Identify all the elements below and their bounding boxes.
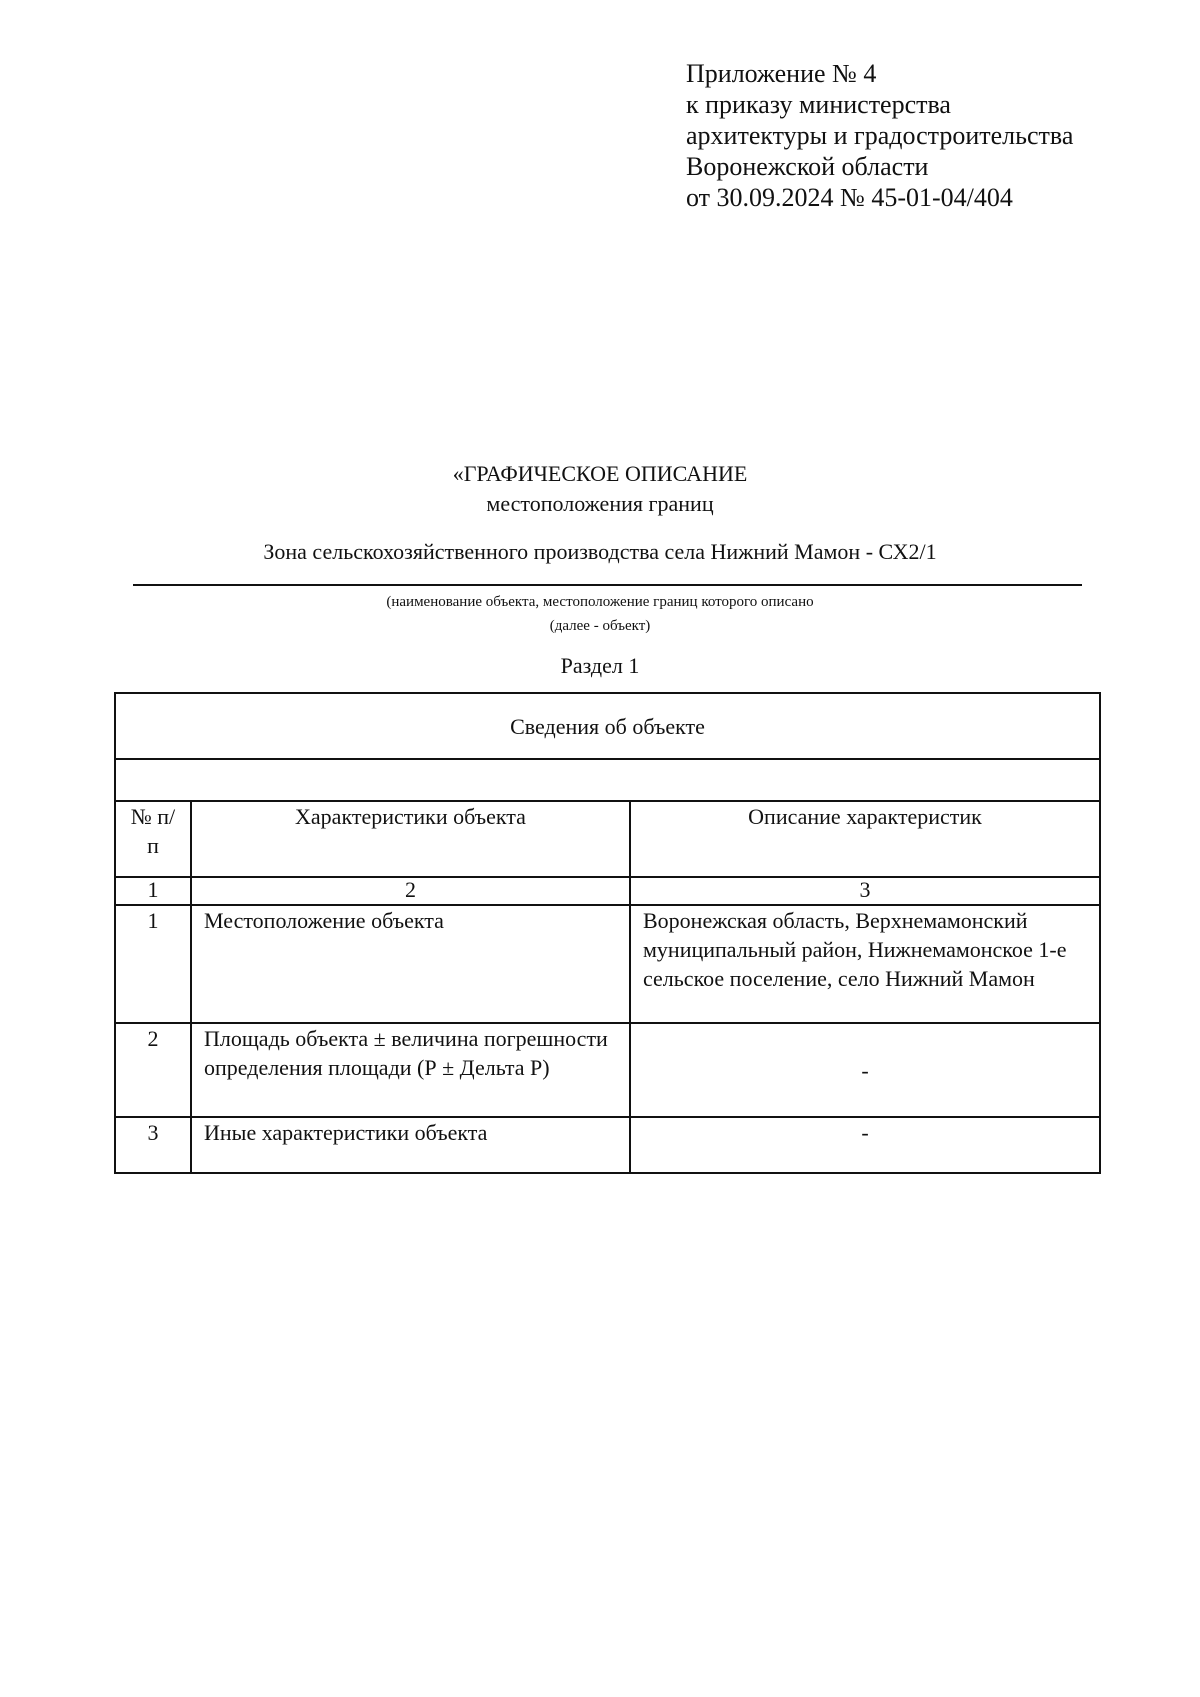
column-number: 1 xyxy=(115,877,191,905)
table-blank-row xyxy=(115,759,1100,801)
row-number: 1 xyxy=(115,905,191,1023)
table-row xyxy=(115,1117,1100,1173)
object-info-table xyxy=(114,692,1101,1174)
document-subtitle: местоположения границ xyxy=(486,491,714,516)
table-header-row xyxy=(115,801,1100,877)
row-characteristic: Иные характеристики объекта xyxy=(191,1117,630,1173)
appendix-line: Воронежской области xyxy=(686,152,929,181)
document-title: «ГРАФИЧЕСКОЕ ОПИСАНИЕ xyxy=(452,461,748,486)
table-row xyxy=(115,1023,1100,1117)
row-characteristic: Местоположение объекта xyxy=(191,905,630,1023)
appendix-line: к приказу министерства xyxy=(686,90,951,119)
section-label: Раздел 1 xyxy=(560,653,640,678)
header-characteristic: Характеристики объекта xyxy=(191,801,630,877)
header-number: № п/п xyxy=(115,801,191,877)
row-description: - xyxy=(630,1117,1100,1173)
table-caption: Сведения об объекте xyxy=(115,693,1100,759)
appendix-line: от 30.09.2024 № 45-01-04/404 xyxy=(686,183,1013,212)
object-name-caption: (далее - объект) xyxy=(549,618,651,634)
column-number: 2 xyxy=(191,877,630,905)
row-number: 3 xyxy=(115,1117,191,1173)
table-blank-cell xyxy=(115,759,1100,801)
object-name-caption: (наименование объекта, местоположение границ которого описано xyxy=(386,594,814,610)
column-number: 3 xyxy=(630,877,1100,905)
row-number: 2 xyxy=(115,1023,191,1117)
row-description: Воронежская область, Верхнемамонский муниципальный район, Нижнемамонское 1-е сельское поселение, село Нижний Мамон xyxy=(630,905,1100,1023)
appendix-block xyxy=(686,58,1073,213)
appendix-line: архитектуры и градостроительства xyxy=(686,121,1074,150)
header-description: Описание характеристик xyxy=(630,801,1100,877)
table-caption-row xyxy=(115,693,1100,759)
table-row xyxy=(115,905,1100,1023)
table-column-numbers-row xyxy=(115,877,1100,905)
object-name: Зона сельскохозяйственного производства села Нижний Мамон - СХ2/1 xyxy=(263,539,937,564)
appendix-line: Приложение № 4 xyxy=(686,59,877,88)
row-characteristic: Площадь объекта ± величина погрешности определения площади (Р ± Дельта Р) xyxy=(191,1023,630,1117)
row-description: - xyxy=(630,1023,1100,1117)
object-name-underline xyxy=(133,584,1082,586)
